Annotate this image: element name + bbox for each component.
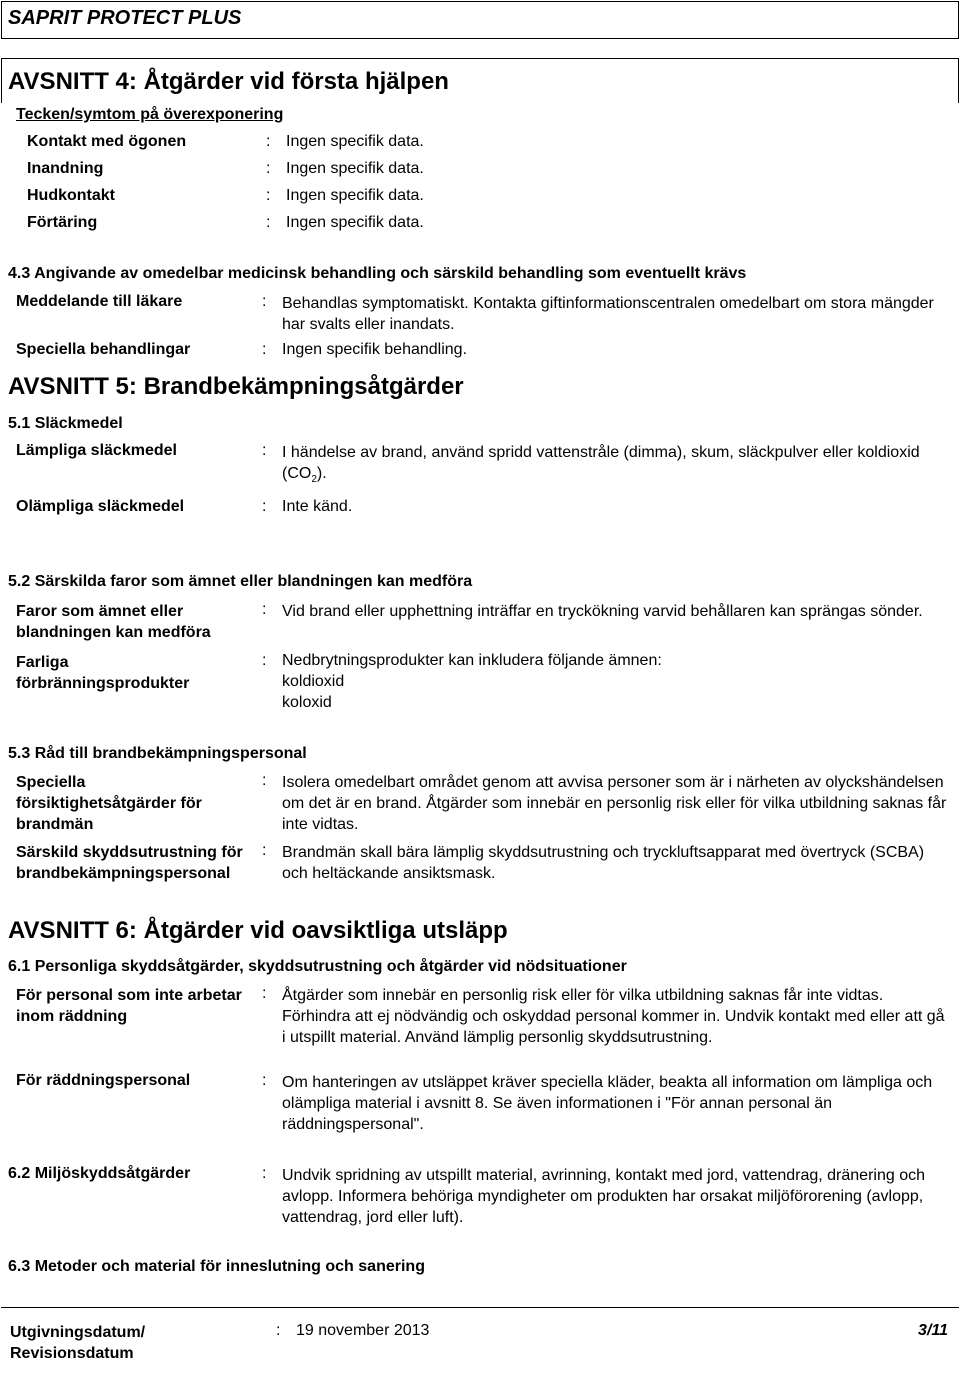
section4-title: AVSNITT 4: Åtgärder vid första hjälpen <box>8 68 449 95</box>
row-label-ingestion: Förtäring <box>27 214 98 231</box>
colon: : <box>262 601 267 618</box>
section5-title: AVSNITT 5: Brandbekämpningsåtgärder <box>8 373 464 400</box>
footer-divider <box>1 1307 959 1308</box>
combustion-item: koloxid <box>282 694 332 711</box>
special-treatment-value: Ingen specifik behandling. <box>282 341 468 358</box>
suitable-media-value: I händelse av brand, använd spridd vattenstråle (dimma), skum, släckpulver eller koldioxid $(CO_2)$. <box>282 444 920 486</box>
subsection-5-1: 5.1 Släckmedel <box>8 415 123 432</box>
emergency-label: För räddningspersonal <box>16 1072 191 1089</box>
product-name: SAPRIT PROTECT PLUS <box>8 7 242 29</box>
unsuitable-media-value: Inte känd. <box>282 498 353 515</box>
unsuitable-media-label: Olämpliga släckmedel <box>16 498 185 515</box>
colon: : <box>262 293 267 310</box>
non-emergency-label: För personal som inte arbetar inom räddning <box>16 987 242 1025</box>
colon: : <box>266 214 271 231</box>
hazard-label: Faror som ämnet eller blandningen kan medföra <box>16 603 211 641</box>
row-value-ingestion: Ingen specifik data. <box>286 214 424 231</box>
hazard-value: Vid brand eller upphettning inträffar en tryckökning varvid behållaren kan sprängas sönder. <box>282 603 923 620</box>
row-value-eyes: Ingen specifik data. <box>286 133 424 150</box>
emergency-value: Om hanteringen av utsläppet kräver speciella kläder, beakta all information om lämpliga och olämpliga material i avsnitt 8. Se även informationen i "För annan personal än räddningspersonal". <box>282 1074 933 1133</box>
colon: : <box>266 160 271 177</box>
subsection-6-3: 6.3 Metoder och material för inneslutning och sanering <box>8 1258 425 1275</box>
row-label-skin: Hudkontakt <box>27 187 115 204</box>
equipment-value: Brandmän skall bära lämplig skyddsutrustning och tryckluftsapparat med övertryck (SCBA) och heltäckande ansiktsmask. <box>282 844 925 882</box>
row-value-skin: Ingen specifik data. <box>286 187 424 204</box>
precautions-value: Isolera omedelbart området genom att avvisa personer som är i närheten av olyckshändelsen om det är en brand. Åtgärder som innebär en personlig risk eller för vilka utbildning saknas får inte vidtas. <box>282 774 947 833</box>
doctor-label: Meddelande till läkare <box>16 293 183 310</box>
subsection-4-3: 4.3 Angivande av omedelbar medicinsk behandling och särskild behandling som eventuellt krävs <box>8 265 747 282</box>
doctor-value: Behandlas symptomatiskt. Kontakta giftinformationscentralen omedelbart om stora mängder har svalts eller inandats. <box>282 295 934 333</box>
non-emergency-value: Åtgärder som innebär en personlig risk eller för vilka utbildning saknas får inte vidtas. Förhindra att ej nödvändig och oskyddad personal kommer in. Undvik kontakt med eller att gå i utspillt material. Använd lämplig personlig skyddsutrustning. <box>282 987 945 1046</box>
colon: : <box>262 1165 267 1182</box>
row-value-inhalation: Ingen specifik data. <box>286 160 424 177</box>
colon: : <box>276 1322 281 1339</box>
section6-title: AVSNITT 6: Åtgärder vid oavsiktliga utsläpp <box>8 917 508 944</box>
colon: : <box>262 985 267 1002</box>
special-treatment-label: Speciella behandlingar <box>16 341 191 358</box>
colon: : <box>262 842 267 859</box>
combustion-label: Farliga förbränningsprodukter <box>16 654 190 692</box>
colon: : <box>262 442 267 459</box>
suitable-media-label: Lämpliga släckmedel <box>16 442 177 459</box>
environment-label: 6.2 Miljöskyddsåtgärder <box>8 1165 191 1182</box>
colon: : <box>262 1072 267 1089</box>
footer-date-value: 19 november 2013 <box>296 1322 430 1339</box>
page-number: 3/11 <box>918 1322 948 1339</box>
combustion-item: koldioxid <box>282 673 345 690</box>
colon: : <box>262 498 267 515</box>
environment-value: Undvik spridning av utspillt material, avrinning, kontakt med jord, vattendrag, dränering och avlopp. Informera behöriga myndigheter om produkten har orsakat miljöförorening (avlopp, vattendrag, jord eller luft). <box>282 1167 925 1226</box>
equipment-label: Särskild skyddsutrustning för brandbekämpningspersonal <box>16 844 243 882</box>
row-label-eyes: Kontakt med ögonen <box>27 133 187 150</box>
colon: : <box>262 772 267 789</box>
symptoms-heading: Tecken/symtom på överexponering <box>16 106 284 123</box>
combustion-intro: Nedbrytningsprodukter kan inkludera följande ämnen: <box>282 652 662 669</box>
subsection-6-1: 6.1 Personliga skyddsåtgärder, skyddsutrustning och åtgärder vid nödsituationer <box>8 958 627 975</box>
colon: : <box>266 187 271 204</box>
colon: : <box>262 652 267 669</box>
subsection-5-3: 5.3 Råd till brandbekämpningspersonal <box>8 745 307 762</box>
colon: : <box>262 341 267 358</box>
subsection-5-2: 5.2 Särskilda faror som ämnet eller blandningen kan medföra <box>8 573 473 590</box>
precautions-label: Speciella försiktighetsåtgärder för brandmän <box>16 774 202 833</box>
colon: : <box>266 133 271 150</box>
row-label-inhalation: Inandning <box>27 160 104 177</box>
footer-date-label: Utgivningsdatum/ Revisionsdatum <box>10 1324 146 1362</box>
